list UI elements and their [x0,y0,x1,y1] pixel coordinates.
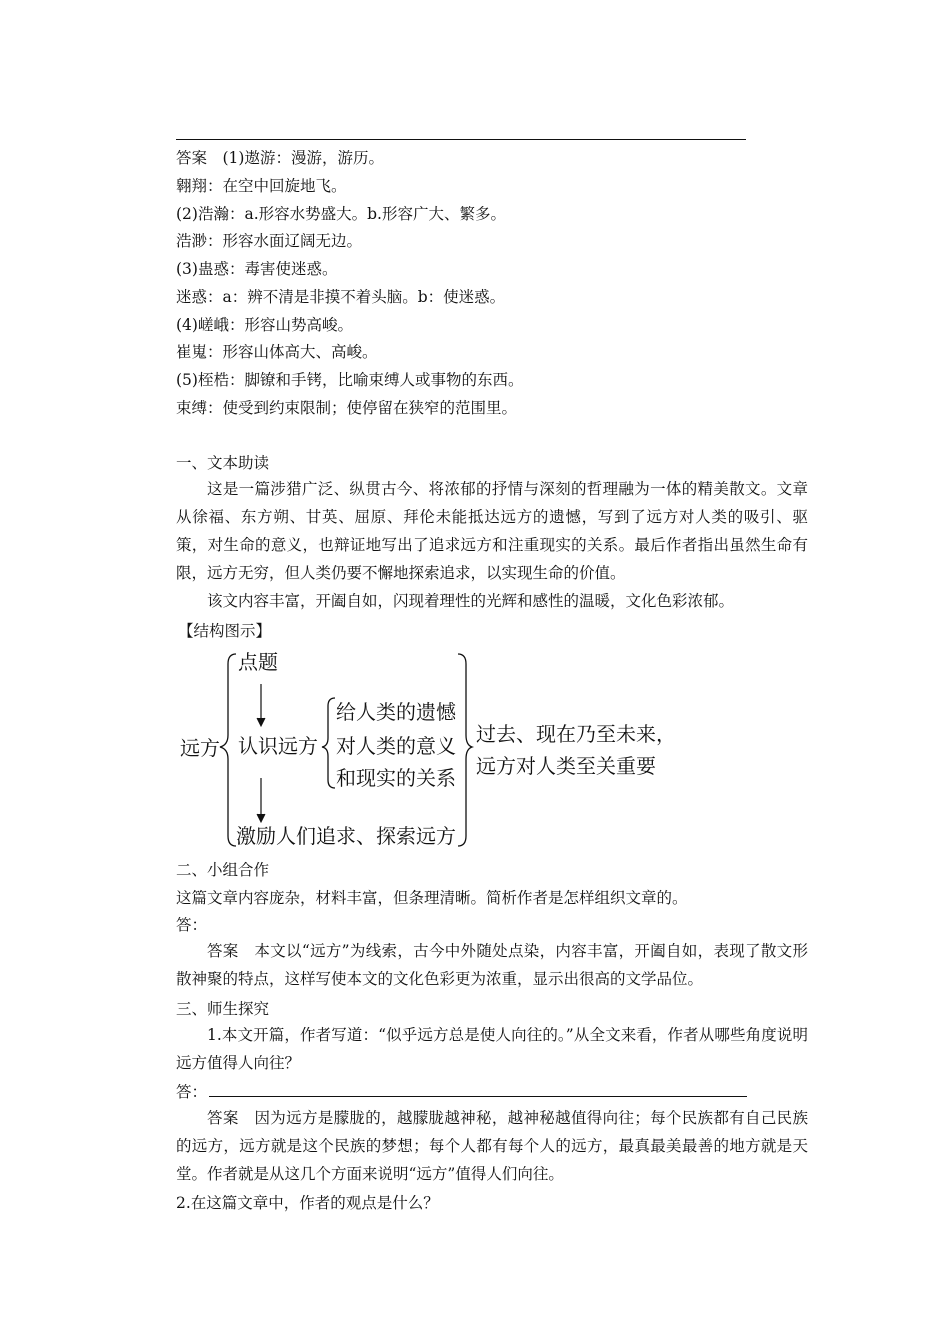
diagram-right-text-2: 远方对人类至关重要 [476,754,656,778]
vocab-line: (2)浩瀚：a.形容水势盛大。b.形容广大、繁多。 [176,205,506,223]
section1-paragraph: 这是一篇涉猎广泛、纵贯古今、将浓郁的抒情与深刻的哲理融为一体的精美散文。文章从徐福、东方朔、甘英、屈原、拜伦未能抵达远方的遗憾，写到了远方对人类的吸引、驱策，对生命的意义，也辩证地写出了追求远方和注重现实的关系。最后作者指出虽然生命有限，远方无穷，但人类仍要不懈地探索追求，以实现生命的价值。 [176,480,808,582]
vocab-line: 迷惑：a：辨不清是非摸不着头脑。b：使迷惑。 [176,288,506,306]
diagram-sub-node-3: 和现实的关系 [336,766,456,790]
section3-question-1: 1.本文开篇，作者写道：“似乎远方总是使人向往的。”从全文来看，作者从哪些角度说明远方值得人向往？ [176,1026,808,1072]
section3-heading: 三、师生探究 [176,1000,270,1018]
vocab-line: 浩渺：形容水面辽阔无边。 [176,232,363,250]
right-brace [458,654,472,846]
vocab-line: (5)桎梏：脚镣和手铐，比喻束缚人或事物的东西。 [176,371,524,389]
diagram-sub-node-2: 对人类的意义 [336,734,456,758]
inner-brace [322,698,335,788]
diagram-root: 远方 [180,736,220,760]
diagram-bottom-node: 激励人们追求、探索远方 [236,824,456,848]
vocab-line: 翱翔：在空中回旋地飞。 [176,177,347,195]
vocab-line: 束缚：使受到约束限制；使停留在狭窄的范围里。 [176,399,518,417]
diagram-sub-node-1: 给人类的遗憾 [336,700,456,724]
diagram-middle-node: 认识远方 [238,734,318,758]
section3-answer-line [176,1082,747,1102]
left-brace [220,654,236,846]
section3-answer-1: 答案 因为远方是朦胧的，越朦胧越神秘，越神秘越值得向往；每个民族都有自己民族的远方，远方就是这个民族的梦想；每个人都有每个人的远方，最真最美最善的地方就是天堂。作者就是从这几个方面来说明“远方”值得人们向往。 [176,1109,808,1183]
vocab-line: (4)嵯峨：形容山势高峻。 [176,316,353,334]
section2-answer-prompt: 答： [176,916,208,934]
section1-heading: 一、文本助读 [176,454,270,472]
vocab-line: 崔嵬：形容山体高大、高峻。 [176,343,378,361]
diagram-top-node: 点题 [238,650,278,674]
arrow-head-1 [257,718,265,726]
section2-answer: 答案 本文以“远方”为线索，古今中外随处点染，内容丰富，开阖自如，表现了散文形散神聚的特点，这样写使本文的文化色彩更为浓重，显示出很高的文学品位。 [176,942,808,988]
answer-blank[interactable] [209,1082,747,1097]
structure-label: 【结构图示】 [178,622,272,640]
section2-heading: 二、小组合作 [176,861,270,879]
top-answer-rule [176,139,746,140]
vocab-line: (3)蛊惑：毒害使迷惑。 [176,260,338,278]
section2-question: 这篇文章内容庞杂，材料丰富，但条理清晰。简析作者是怎样组织文章的。 [176,889,688,907]
diagram-right-text-1: 过去、现在乃至未来， [476,722,676,746]
vocab-line: 答案 (1)遨游：漫游，游历。 [176,149,384,167]
section3-answer-prompt: 答： [176,1083,208,1101]
section3-question-2: 2.在这篇文章中，作者的观点是什么？ [176,1194,439,1212]
structure-diagram [176,650,676,850]
section1-paragraph-2: 该文内容丰富，开阖自如，闪现着理性的光辉和感性的温暖，文化色彩浓郁。 [207,592,735,610]
arrow-head-2 [257,814,265,822]
